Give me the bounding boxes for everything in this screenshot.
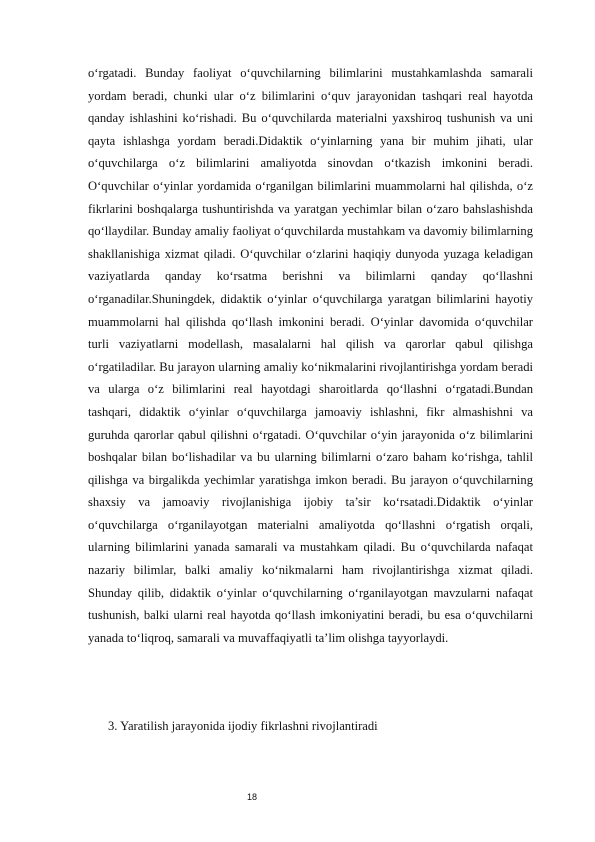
section-heading: 3. Yaratilish jarayonida ijodiy fikrlashni rivojlantiradi	[108, 719, 378, 733]
body-paragraph: o‘rgatadi. Bunday faoliyat o‘quvchilarning bilimlarini mustahkamlashda samarali yordam beradi, chunki ular o‘z bilimlarini o‘quv jarayonidan tashqari real hayotda qanday ishlashini ko‘rishadi. Bu o‘quvchilarda materialni yaxshiroq tushunish va uni qayta ishlashga yordam beradi.Didaktik o‘yinlarning yana bir muhim jihati, ular o‘quvchilarga o‘z bilimlarini amaliyotda sinovdan o‘tkazish imkonini beradi. O‘quvchilar o‘yinlar yordamida o‘rganilgan bilimlarini muammolarni hal qilishda, o‘z fikrlarini boshqalarga tushuntirishda va yaratgan yechimlar bilan o‘zaro bahslashishda qo‘llaydilar. Bunday amaliy faoliyat o‘quvchilarda mustahkam va davomiy bilimlarning shakllanishiga xizmat qiladi. O‘quvchilar o‘zlarini haqiqiy dunyoda yuzaga keladigan vaziyatlarda qanday ko‘rsatma berishni va bilimlarni qanday qo‘llashni o‘rganadilar.Shuningdek, didaktik o‘yinlar o‘quvchilarga yaratgan bilimlarini hayotiy muammolarni hal qilishda qo‘llash imkonini beradi. O‘yinlar davomida o‘quvchilar turli vaziyatlarni modellash, masalalarni hal qilish va qarorlar qabul qilishga o‘rgatiladilar. Bu jarayon ularning amaliy ko‘nikmalarini rivojlantirishga yordam beradi va ularga o‘z bilimlarini real hayotdagi sharoitlarda qo‘llashni o‘rgatadi.Bundan tashqari, didaktik o‘yinlar o‘quvchilarga jamoaviy ishlashni, fikr almashishni va guruhda qarorlar qabul qilishni o‘rgatadi. O‘quvchilar o‘yin jarayonida o‘z bilimlarini boshqalar bilan bo‘lishadilar va bu ularning bilimlarni o‘zaro baham ko‘rishga, tahlil qilishga va birgalikda yechimlar yaratishga imkon beradi. Bu jarayon o‘quvchilarning shaxsiy va jamoaviy rivojlanishiga ijobiy ta’sir ko‘rsatadi.Didaktik o‘yinlar o‘quvchilarga o‘rganilayotgan materialni amaliyotda qo‘llashni o‘rgatish orqali, ularning bilimlarini yanada samarali va mustahkam qiladi. Bu o‘quvchilarda nafaqat nazariy bilimlar, balki amaliy ko‘nikmalarni ham rivojlantirishga xizmat qiladi. Shunday qilib, didaktik o‘yinlar o‘quvchilarning o‘rganilayotgan mavzularni nafaqat tushunish, balki ularni real hayotda qo‘llash imkoniyatini beradi, bu esa o‘quvchilarni yanada to‘liqroq, samarali va muvaffaqiyatli ta’lim olishga tayyorlaydi.	[88, 66, 533, 645]
page-number: 18	[247, 792, 258, 802]
